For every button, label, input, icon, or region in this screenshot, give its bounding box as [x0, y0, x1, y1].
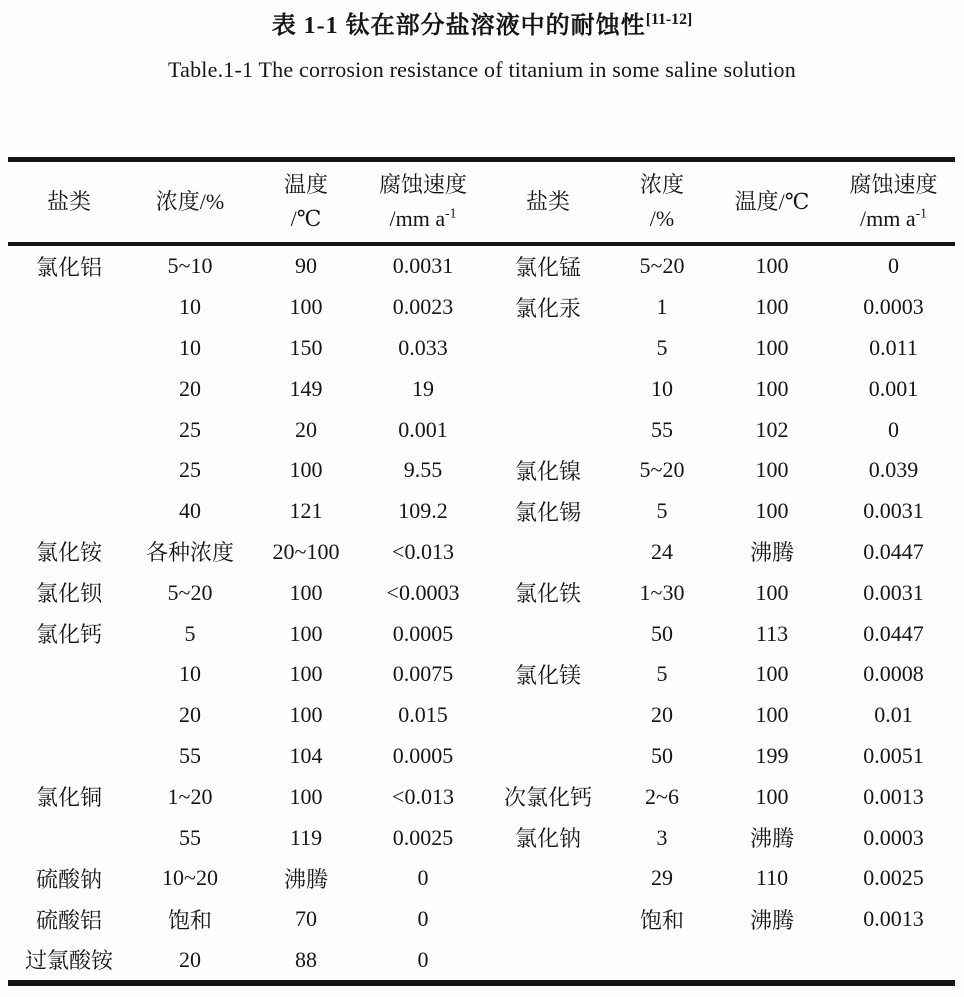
table-header-row — [8, 160, 955, 245]
concentration-cell: 10 — [651, 375, 673, 401]
concentration-cell: 2~6 — [645, 783, 679, 809]
temperature-cell: 100 — [755, 661, 789, 687]
temperature-cell: 100 — [755, 334, 789, 360]
temperature-cell: 100 — [755, 253, 789, 279]
temperature-cell: 121 — [289, 498, 323, 524]
salt-cell — [8, 491, 130, 532]
header-unit-superscript: -1 — [915, 205, 927, 221]
table-row — [8, 532, 955, 573]
concentration-cell: 饱和 — [639, 907, 684, 933]
temperature-cell: 沸腾 — [749, 907, 794, 933]
corrosion-rate-cell: 0.0005 — [392, 742, 454, 768]
corrosion-rate-cell: 19 — [412, 375, 434, 401]
temperature-cell: 100 — [289, 702, 323, 728]
salt-cell — [484, 858, 612, 899]
corrosion-rate-cell: 0.01 — [874, 702, 913, 728]
salt-cell — [8, 817, 130, 858]
header-label: 温度 — [283, 171, 328, 197]
salt-cell — [484, 695, 612, 736]
table-row — [8, 244, 955, 287]
table-row — [8, 613, 955, 654]
header-label: 浓度 — [639, 171, 684, 197]
table-row — [8, 776, 955, 817]
salt-cell: 氯化钙 — [35, 622, 102, 648]
corrosion-rate-cell: 0.0031 — [863, 498, 924, 524]
temperature-cell: 100 — [289, 783, 323, 809]
salt-cell — [484, 368, 612, 409]
salt-cell: 氯化汞 — [514, 295, 581, 321]
concentration-cell: 29 — [651, 865, 673, 891]
concentration-cell: 20 — [179, 946, 201, 972]
salt-cell — [8, 409, 130, 450]
table-row — [8, 287, 955, 328]
temperature-cell: 110 — [755, 865, 789, 891]
temperature-cell: 90 — [295, 253, 317, 279]
table-row — [8, 654, 955, 695]
salt-cell: 氯化锡 — [514, 499, 581, 525]
temperature-cell: 150 — [289, 334, 323, 360]
table-row — [8, 858, 955, 899]
concentration-cell: 5 — [656, 334, 668, 360]
corrosion-rate-cell: 0.0013 — [863, 906, 924, 932]
corrosion-rate-cell: 0.0005 — [392, 620, 454, 646]
concentration-cell: 1~20 — [167, 783, 213, 809]
temperature-cell: 149 — [289, 375, 323, 401]
column-header-rate-left — [362, 160, 484, 245]
corrosion-rate-cell: 0.0075 — [392, 661, 454, 687]
temperature-cell: 113 — [755, 620, 789, 646]
corrosion-rate-cell: 0.033 — [398, 334, 448, 360]
salt-cell: 氯化镍 — [514, 458, 581, 484]
corrosion-rate-cell: 0.0023 — [392, 294, 454, 320]
table-row — [8, 736, 955, 777]
temperature-cell: 102 — [755, 416, 789, 442]
column-header-concentration-right — [612, 160, 712, 245]
corrosion-rate-cell: 0.0031 — [392, 253, 454, 279]
concentration-cell: 饱和 — [167, 907, 212, 933]
concentration-cell: 40 — [179, 498, 201, 524]
salt-cell — [8, 450, 130, 491]
concentration-cell: 5~20 — [639, 457, 685, 483]
corrosion-rate-cell: 0.0051 — [863, 742, 924, 768]
temperature-cell: 100 — [755, 498, 789, 524]
corrosion-rate-cell: 0.039 — [868, 457, 919, 483]
column-header-concentration-left — [130, 160, 250, 245]
corrosion-rate-cell: 0.0003 — [863, 294, 924, 320]
table-row — [8, 572, 955, 613]
concentration-cell: 5 — [656, 661, 668, 687]
concentration-cell: 10 — [179, 294, 201, 320]
column-header-rate-right — [832, 160, 955, 245]
corrosion-rate-cell: 0.0447 — [863, 620, 924, 646]
corrosion-rate-cell: 0.0013 — [863, 783, 924, 809]
salt-cell: 硫酸铝 — [35, 907, 102, 933]
concentration-cell — [612, 940, 712, 984]
corrosion-rate-cell: 0.001 — [398, 416, 448, 442]
table-row — [8, 817, 955, 858]
corrosion-rate-cell: <0.013 — [392, 783, 454, 809]
table-row — [8, 368, 955, 409]
concentration-cell: 10 — [179, 661, 201, 687]
salt-cell: 过氯酸铵 — [24, 948, 113, 974]
column-header-temperature-right — [712, 160, 832, 245]
table-row — [8, 409, 955, 450]
temperature-cell: 沸腾 — [283, 866, 328, 892]
table-row — [8, 940, 955, 984]
concentration-cell: 3 — [656, 824, 668, 850]
header-unit-base: /mm a — [860, 206, 916, 231]
salt-cell: 氯化镁 — [514, 662, 581, 688]
concentration-cell: 5 — [656, 498, 668, 524]
salt-cell — [8, 654, 130, 695]
salt-cell: 氯化铵 — [35, 540, 102, 566]
table-row — [8, 491, 955, 532]
column-header-temperature-left — [250, 160, 362, 245]
header-label: 浓度/% — [155, 188, 225, 214]
corrosion-rate-cell — [832, 940, 955, 984]
temperature-cell: 100 — [755, 579, 789, 605]
header-label: 腐蚀速度 — [378, 171, 467, 197]
corrosion-rate-cell: 0.0447 — [863, 538, 924, 564]
temperature-cell: 沸腾 — [749, 540, 794, 566]
temperature-cell: 20~100 — [272, 538, 340, 564]
concentration-cell: 55 — [179, 742, 201, 768]
temperature-cell: 100 — [755, 375, 789, 401]
concentration-cell: 20 — [179, 702, 201, 728]
salt-cell — [484, 409, 612, 450]
temperature-cell — [712, 940, 832, 984]
table-caption-zh — [0, 10, 964, 41]
corrosion-rate-cell: 0.0025 — [392, 824, 454, 850]
salt-cell: 氯化钠 — [514, 826, 581, 852]
concentration-cell: 5~20 — [167, 579, 213, 605]
salt-cell — [484, 328, 612, 369]
table-caption-zh-text: 表 1-1 钛在部分盐溶液中的耐蚀性 — [271, 13, 646, 39]
corrosion-rate-cell: 0 — [417, 865, 429, 891]
salt-cell — [8, 695, 130, 736]
salt-cell — [8, 287, 130, 328]
corrosion-rate-cell: 0.0031 — [863, 579, 924, 605]
corrosion-rate-cell: 0.0008 — [863, 661, 924, 687]
concentration-cell: 5 — [184, 620, 196, 646]
table-row — [8, 450, 955, 491]
corrosion-rate-cell: 0.0003 — [863, 824, 924, 850]
temperature-cell: 100 — [289, 620, 323, 646]
concentration-cell: 55 — [651, 416, 673, 442]
table-row — [8, 328, 955, 369]
concentration-cell: 5~10 — [167, 253, 213, 279]
table-row — [8, 899, 955, 940]
header-unit-superscript: -1 — [445, 205, 457, 221]
corrosion-rate-cell: <0.013 — [392, 538, 454, 564]
header-label: 腐蚀速度 — [849, 171, 938, 197]
header-unit-base: /mm a — [389, 206, 446, 231]
corrosion-rate-cell: 0 — [888, 416, 899, 442]
concentration-cell: 24 — [651, 538, 673, 564]
corrosion-rate-cell: 0 — [417, 946, 429, 972]
header-unit — [832, 202, 955, 236]
concentration-cell: 1 — [656, 294, 668, 320]
column-header-salt-right — [484, 160, 612, 245]
corrosion-rate-cell: <0.0003 — [386, 579, 460, 605]
concentration-cell: 各种浓度 — [145, 540, 234, 566]
header-label: 温度/℃ — [734, 188, 810, 214]
temperature-cell: 199 — [755, 742, 789, 768]
corrosion-rate-cell: 9.55 — [403, 457, 443, 483]
header-unit: /% — [649, 206, 675, 231]
temperature-cell: 70 — [295, 906, 317, 932]
header-unit: /℃ — [290, 206, 322, 231]
temperature-cell: 100 — [289, 661, 323, 687]
temperature-cell: 88 — [295, 946, 317, 972]
temperature-cell: 100 — [755, 783, 789, 809]
table-row — [8, 695, 955, 736]
salt-cell: 氯化锰 — [514, 254, 581, 280]
temperature-cell: 104 — [289, 742, 323, 768]
temperature-cell: 20 — [295, 416, 317, 442]
temperature-cell: 100 — [289, 457, 323, 483]
salt-cell: 氯化铜 — [35, 785, 102, 811]
citation-superscript: [11-12] — [645, 11, 693, 28]
concentration-cell: 10 — [179, 334, 201, 360]
salt-cell — [484, 940, 612, 984]
header-label: 盐类 — [46, 188, 91, 214]
header-label: 盐类 — [525, 188, 570, 214]
corrosion-rate-cell: 0.001 — [868, 375, 919, 401]
salt-cell: 硫酸钠 — [35, 866, 102, 892]
concentration-cell: 20 — [179, 375, 201, 401]
temperature-cell: 沸腾 — [749, 826, 794, 852]
corrosion-table — [8, 157, 955, 986]
salt-cell — [8, 328, 130, 369]
salt-cell — [8, 736, 130, 777]
salt-cell — [484, 899, 612, 940]
temperature-cell: 100 — [289, 579, 323, 605]
salt-cell: 氯化铁 — [514, 581, 581, 607]
concentration-cell: 25 — [179, 457, 201, 483]
salt-cell — [8, 368, 130, 409]
corrosion-rate-cell: 0 — [417, 906, 429, 932]
concentration-cell: 25 — [179, 416, 201, 442]
column-header-salt-left — [8, 160, 130, 245]
corrosion-rate-cell: 0.011 — [869, 334, 918, 360]
salt-cell: 次氯化钙 — [503, 785, 592, 811]
temperature-cell: 100 — [755, 702, 789, 728]
header-unit — [362, 202, 484, 236]
temperature-cell: 100 — [755, 294, 789, 320]
concentration-cell: 5~20 — [639, 253, 685, 279]
salt-cell: 氯化钡 — [35, 581, 102, 607]
salt-cell — [484, 736, 612, 777]
corrosion-rate-cell: 0 — [888, 253, 899, 279]
temperature-cell: 100 — [289, 294, 323, 320]
concentration-cell: 55 — [179, 824, 201, 850]
concentration-cell: 20 — [651, 702, 673, 728]
concentration-cell: 10~20 — [162, 865, 218, 891]
salt-cell: 氯化铝 — [35, 254, 102, 280]
corrosion-rate-cell: 109.2 — [398, 498, 448, 524]
temperature-cell: 119 — [289, 824, 323, 850]
concentration-cell: 1~30 — [639, 579, 685, 605]
salt-cell — [484, 613, 612, 654]
concentration-cell: 50 — [651, 742, 673, 768]
temperature-cell: 100 — [755, 457, 789, 483]
salt-cell — [484, 532, 612, 573]
corrosion-rate-cell: 0.015 — [398, 702, 448, 728]
table-caption-en: Table.1-1 The corrosion resistance of titanium in some saline solution — [168, 56, 796, 82]
concentration-cell: 50 — [651, 620, 673, 646]
table-body — [8, 244, 955, 983]
corrosion-rate-cell: 0.0025 — [863, 865, 924, 891]
